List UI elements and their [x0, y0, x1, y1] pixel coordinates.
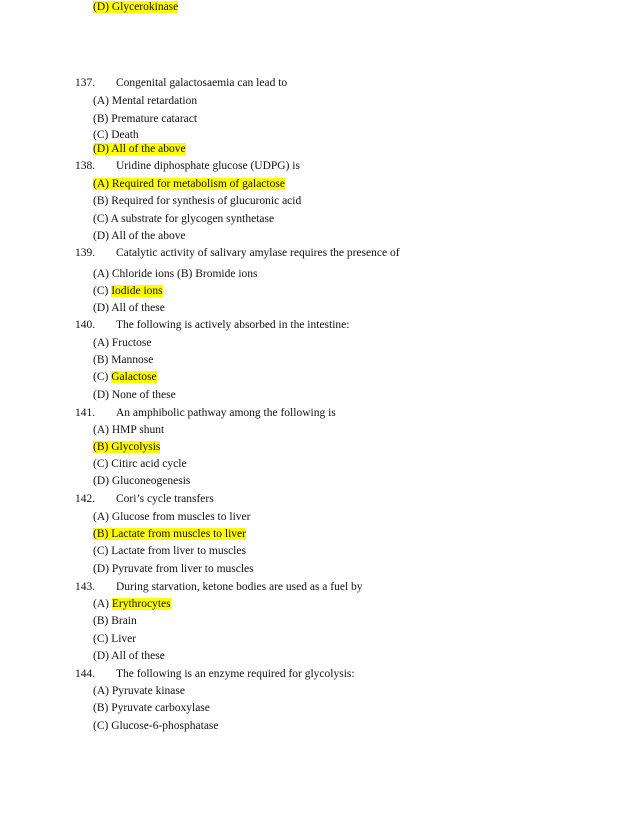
question-number: 143. [75, 581, 96, 593]
highlighted-answer: Erythrocytes [111, 598, 171, 610]
question-number: 140. [75, 319, 96, 331]
option-text: (B) Required for synthesis of glucuronic acid [93, 195, 302, 207]
question-number: 139. [75, 247, 96, 259]
option-text: (D) Pyruvate from liver to muscles [93, 563, 254, 575]
option-text: (B) Pyruvate carboxylase [93, 702, 210, 714]
highlighted-answer: (B) Glycolysis [93, 441, 161, 453]
question-number: 138. [75, 160, 96, 172]
question-text: The following is actively absorbed in the intestine: [116, 319, 350, 331]
option-text: (A) [93, 598, 112, 610]
answer-option [93, 94, 197, 109]
answer-option [93, 229, 186, 244]
highlighted-answer: (D) Glycerokinase [93, 1, 179, 13]
answer-option [93, 353, 153, 368]
option-text: (A) Mental retardation [93, 95, 198, 107]
highlighted-answer: (A) Required for metabolism of galactose [93, 178, 285, 190]
answer-option [93, 544, 246, 559]
highlighted-answer: Galactose [111, 371, 157, 383]
option-text: (C) Death [93, 129, 139, 141]
option-text: (C) Glucose-6-phosphatase [93, 720, 219, 732]
option-text: (D) All of these [93, 650, 165, 662]
answer-option [93, 440, 160, 455]
answer-option [93, 562, 254, 577]
option-text: (D) Gluconeogenesis [93, 475, 191, 487]
answer-option [93, 194, 301, 209]
answer-option [93, 336, 151, 351]
answer-option [93, 632, 136, 647]
answer-option [93, 112, 197, 127]
answer-option [93, 701, 210, 716]
option-text: (C) [93, 285, 112, 297]
answer-option [93, 267, 258, 282]
option-text: (B) Brain [93, 615, 137, 627]
answer-option [93, 684, 185, 699]
option-text: (A) Chloride ions (B) Bromide ions [93, 268, 258, 280]
highlighted-answer: (B) Lactate from muscles to liver [93, 528, 246, 540]
question-number: 141. [75, 407, 96, 419]
question-text: Uridine diphosphate glucose (UDPG) is [116, 160, 300, 172]
answer-option [93, 370, 157, 385]
answer-option [93, 212, 274, 227]
option-text: (C) [93, 371, 112, 383]
option-text: (C) A substrate for glycogen synthetase [93, 213, 275, 225]
option-text: (A) Pyruvate kinase [93, 685, 185, 697]
question-text: The following is an enzyme required for glycolysis: [116, 668, 355, 680]
answer-option [93, 388, 176, 403]
answer-option [93, 649, 165, 664]
question-text: Cori’s cycle transfers [116, 493, 214, 505]
answer-option [93, 301, 165, 316]
option-text: (D) All of the above [93, 230, 186, 242]
answer-option [93, 597, 171, 612]
option-text: (A) Fructose [93, 337, 152, 349]
highlighted-answer: (D) All of the above [93, 143, 186, 155]
option-text: (C) Lactate from liver to muscles [93, 545, 246, 557]
option-text: (B) Premature cataract [93, 113, 198, 125]
option-text: (B) Mannose [93, 354, 154, 366]
option-text: (A) Glucose from muscles to liver [93, 511, 251, 523]
question-number: 142. [75, 493, 96, 505]
question-text: Catalytic activity of salivary amylase requires the presence of [116, 247, 400, 259]
answer-option [93, 457, 187, 472]
option-text: (D) All of these [93, 302, 165, 314]
option-text: (C) Liver [93, 633, 137, 645]
answer-option [93, 423, 164, 438]
option-text: (D) None of these [93, 389, 176, 401]
question-text: An amphibolic pathway among the following is [116, 407, 336, 419]
answer-option [93, 128, 139, 143]
answer-option [93, 614, 137, 629]
question-text: Congenital galactosaemia can lead to [116, 77, 288, 89]
answer-option [93, 474, 190, 489]
answer-option [93, 284, 163, 299]
highlighted-answer: Iodide ions [111, 285, 163, 297]
answer-option [93, 0, 178, 15]
answer-option [93, 142, 186, 157]
answer-option [93, 177, 285, 192]
question-number: 137. [75, 77, 96, 89]
answer-option [93, 510, 250, 525]
answer-option [93, 527, 246, 542]
question-text: During starvation, ketone bodies are used as a fuel by [116, 581, 363, 593]
answer-option [93, 719, 219, 734]
option-text: (C) Citirc acid cycle [93, 458, 187, 470]
option-text: (A) HMP shunt [93, 424, 165, 436]
question-number: 144. [75, 668, 96, 680]
